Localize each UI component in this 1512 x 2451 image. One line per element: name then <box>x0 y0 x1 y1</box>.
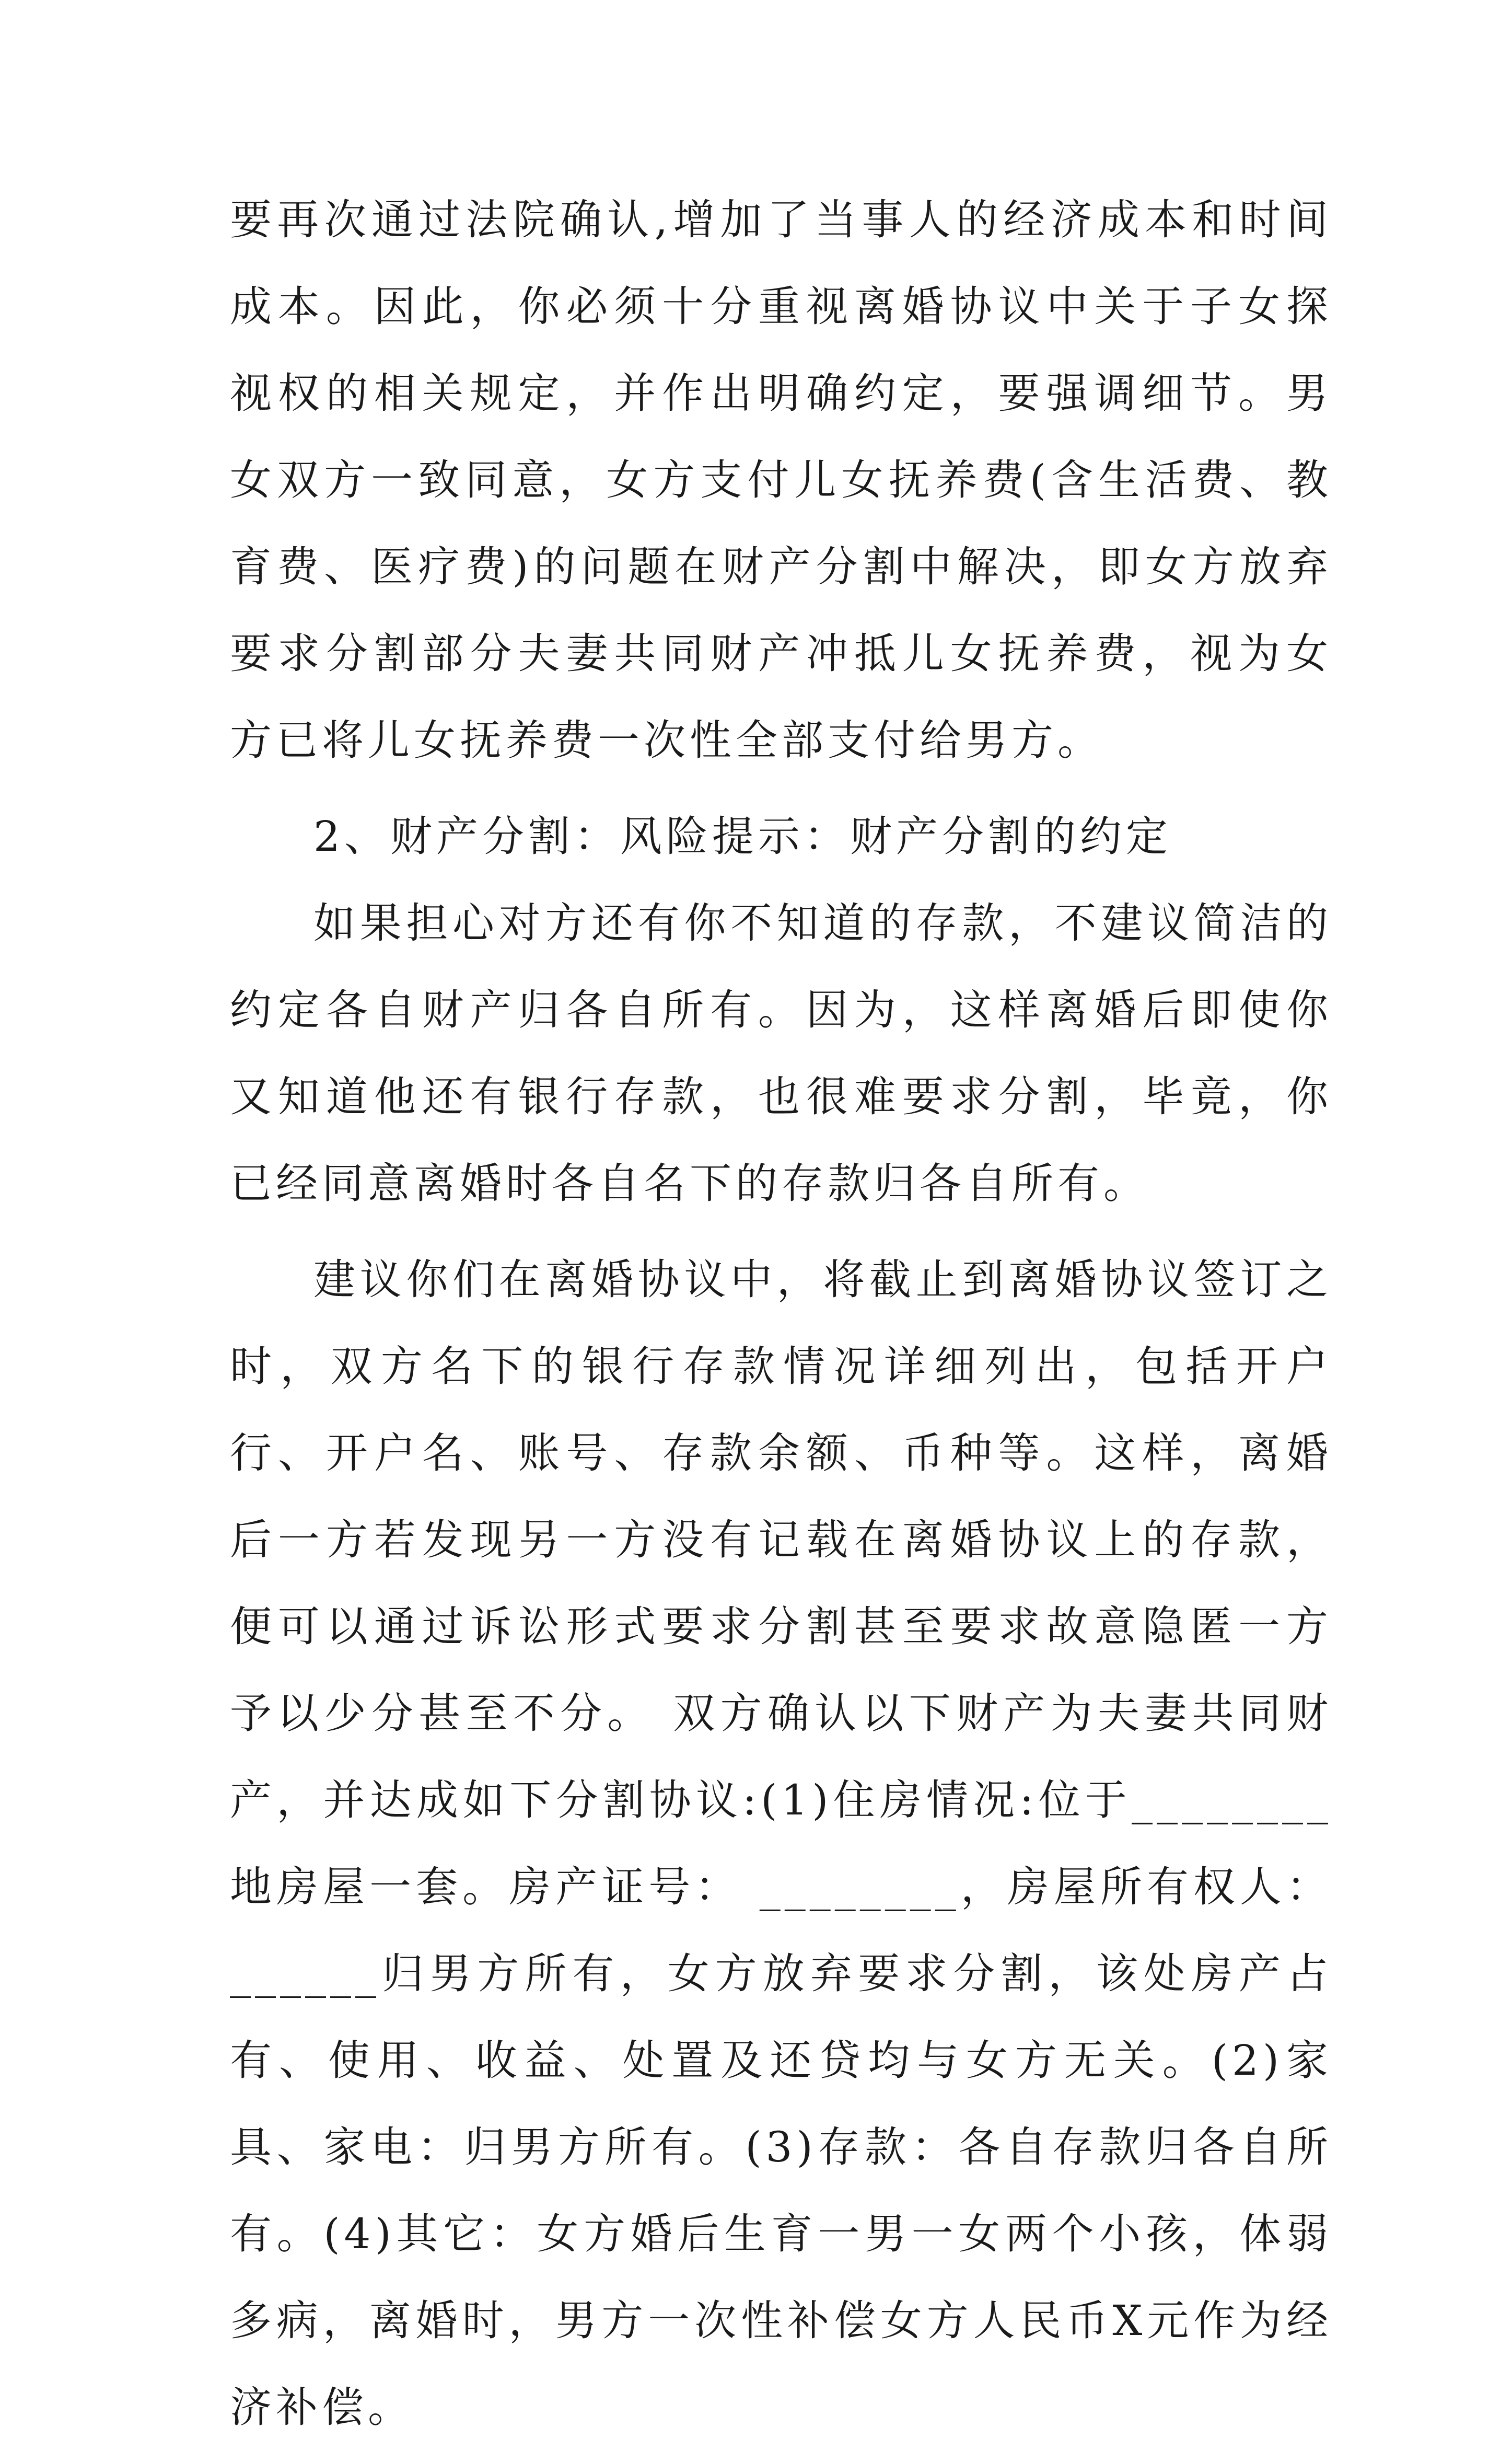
paragraph-property-agreement: 建议你们在离婚协议中，将截止到离婚协议签订之时，双方名下的银行存款情况详细列出，包括开户行、开户名、账号、存款余额、币种等。这样，离婚后一方若发现另一方没有记载在离婚协议上的存款，便可以通过诉讼形式要求分割甚至要求故意隐匿一方予以少分甚至不分。 双方确认以下财产为夫妻共同财产，并达成如下分割协议:(1)住房情况:位于________地房屋一套。房产证号： ________，房屋所有权人：______归男方所有，女方放弃要求分割，该处房产占有、使用、收益、处置及还贷均与女方无关。(2)家具、家电：归男方所有。(3)存款：各自存款归各自所有。(4)其它：女方婚后生育一男一女两个小孩，体弱多病，离婚时，男方一次性补偿女方人民币X元作为经济补偿。 <box>230 1255 1332 2432</box>
paragraph-deposit-risk: 如果担心对方还有你不知道的存款，不建议简洁的约定各自财产归各自所有。因为，这样离婚后即使你又知道他还有银行存款，也很难要求分割，毕竟，你已经同意离婚时各自名下的存款归各自所有。 <box>230 899 1332 1208</box>
document-body <box>230 177 1332 2451</box>
paragraph-child-visitation: 要再次通过法院确认,增加了当事人的经济成本和时间成本。因此，你必须十分重视离婚协议中关于子女探视权的相关规定，并作出明确约定，要强调细节。男女双方一致同意，女方支付儿女抚养费(含生活费、教育费、医疗费)的问题在财产分割中解决，即女方放弃要求分割部分夫妻共同财产冲抵儿女抚养费，视为女方已将儿女抚养费一次性全部支付给男方。 <box>230 195 1332 765</box>
section-heading-property-division: 2、财产分割：风险提示：财产分割的约定 <box>313 812 1172 861</box>
